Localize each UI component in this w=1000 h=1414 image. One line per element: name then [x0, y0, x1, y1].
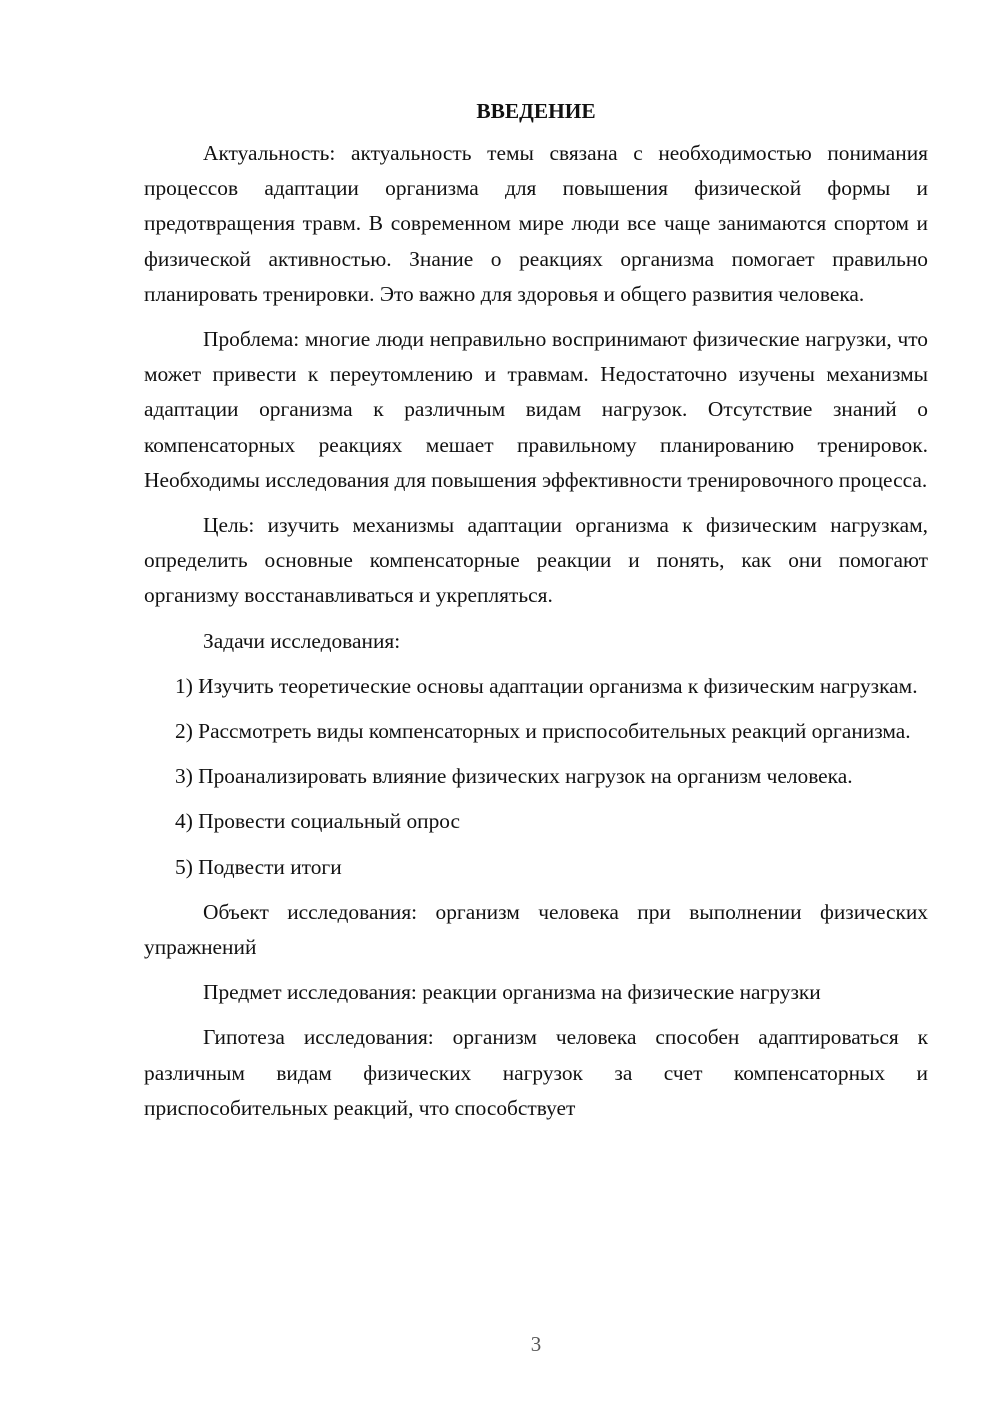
task-item-2: 2) Рассмотреть виды компенсаторных и приспособительных реакций организма.: [175, 719, 911, 744]
task-item-3: 3) Проанализировать влияние физических нагрузок на организм человека.: [175, 764, 853, 789]
paragraph-hypothesis: Гипотеза исследования: организм человека способен адаптироваться к различным видам физических нагрузок за счет компенсаторных и приспособительных реакций, что способствует: [144, 1025, 928, 1120]
task-item-4: 4) Провести социальный опрос: [175, 809, 461, 834]
tasks-heading: Задачи исследования:: [203, 628, 401, 653]
page-number: 3: [530, 1332, 542, 1356]
section-title: ВВЕДЕНИЕ: [476, 99, 596, 123]
paragraph-problem: Проблема: многие люди неправильно воспринимают физические нагрузки, что может привести к переутомлению и травмам. Недостаточно изучены механизмы адаптации организма к различным видам нагрузок. Отсутствие знаний о компенсаторных реакциях мешает правильному планированию тренировок. Необходимы исследования для повышения эффективности тренировочного процесса.: [144, 327, 928, 492]
paragraph-subject: Предмет исследования: реакции организма на физические нагрузки: [203, 980, 821, 1005]
paragraph-goal: Цель: изучить механизмы адаптации организма к физическим нагрузкам, определить основные компенсаторные реакции и понять, как они помогают организму восстанавливаться и укрепляться.: [144, 513, 928, 608]
page-content: [144, 96, 928, 1136]
paragraph-relevance: Актуальность: актуальность темы связана с необходимостью понимания процессов адаптации организма для повышения физической формы и предотвращения травм. В современном мире люди все чаще занимаются спортом и физической активностью. Знание о реакциях организма помогает правильно планировать тренировки. Это важно для здоровья и общего развития человека.: [144, 141, 928, 306]
task-item-1: 1) Изучить теоретические основы адаптации организма к физическим нагрузкам.: [175, 673, 918, 698]
paragraph-object: Объект исследования: организм человека при выполнении физических упражнений: [144, 899, 928, 960]
task-item-5: 5) Подвести итоги: [175, 854, 342, 879]
